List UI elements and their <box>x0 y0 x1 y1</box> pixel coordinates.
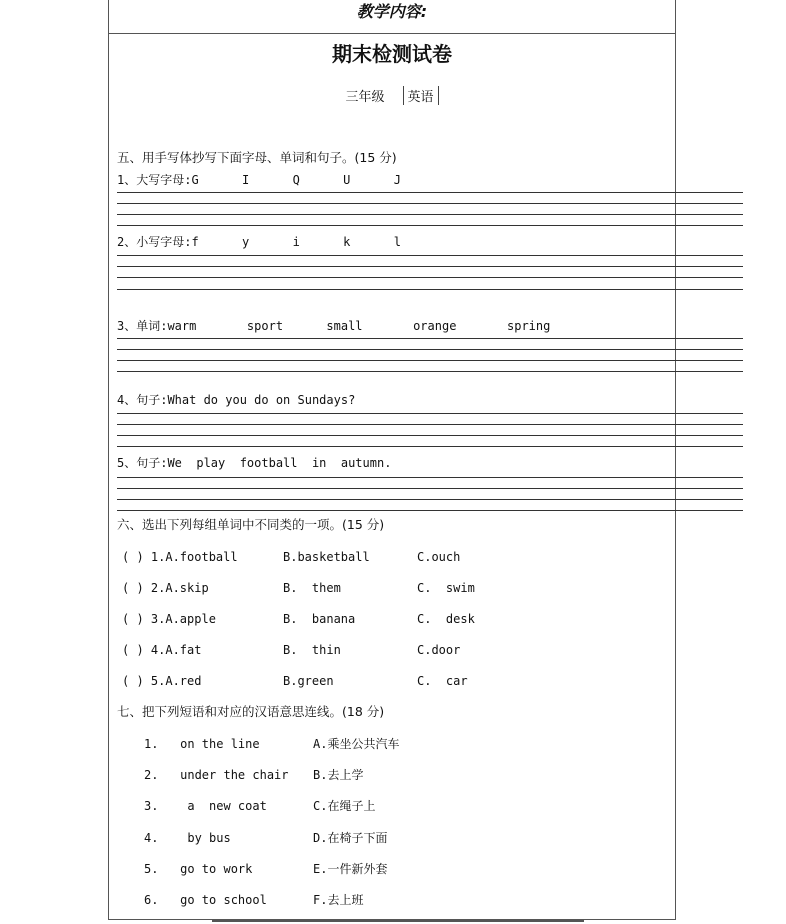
choice-option-c: C.ouch <box>417 550 461 564</box>
writing-line <box>117 510 743 511</box>
choice-option-c: C. car <box>417 674 468 688</box>
choice-question-number: ( ) 1.A.football <box>122 550 238 564</box>
writing-line <box>117 277 743 278</box>
choice-option-b: B.green <box>283 674 334 688</box>
match-meaning: A.乘坐公共汽车 <box>313 737 400 751</box>
choice-option-b: B. them <box>283 581 341 595</box>
match-meaning: C.在绳子上 <box>313 799 376 813</box>
writing-line <box>117 338 743 339</box>
q3-words: 3、单词:warm sport small orange spring <box>117 319 551 333</box>
section7-heading: 七、把下列短语和对应的汉语意思连线。(18 分) <box>117 704 385 719</box>
q2-lowercase-letters: 2、小写字母:f y i k l <box>117 235 401 249</box>
choice-option-c: C.door <box>417 643 461 657</box>
match-phrase: 5. go to work <box>144 862 253 876</box>
match-meaning: D.在椅子下面 <box>313 831 388 845</box>
writing-line <box>117 499 743 500</box>
writing-line <box>117 192 743 193</box>
choice-question-number: ( ) 3.A.apple <box>122 612 216 626</box>
match-phrase: 3. a new coat <box>144 799 267 813</box>
match-meaning: F.去上班 <box>313 893 364 907</box>
writing-line <box>117 360 743 361</box>
choice-option-c: C. desk <box>417 612 475 626</box>
choice-option-c: C. swim <box>417 581 475 595</box>
choice-option-b: B. banana <box>283 612 356 626</box>
writing-line <box>117 446 743 447</box>
q4-sentence: 4、句子:What do you do on Sundays? <box>117 393 356 407</box>
writing-line <box>117 289 743 290</box>
writing-line <box>117 413 743 414</box>
choice-option-b: B.basketball <box>283 550 370 564</box>
exam-subtitle <box>108 86 676 105</box>
page-bottom-divider <box>212 919 584 922</box>
writing-line <box>117 214 743 215</box>
exam-title: 期末检测试卷 <box>332 42 452 66</box>
q1-uppercase-letters: 1、大写字母:G I Q U J <box>117 173 401 187</box>
writing-line <box>117 435 743 436</box>
section5-heading: 五、用手写体抄写下面字母、单词和句子。(15 分) <box>117 150 397 165</box>
subject-field[interactable]: 英语 <box>403 86 439 105</box>
match-phrase: 6. go to school <box>144 893 267 907</box>
choice-question-number: ( ) 5.A.red <box>122 674 202 688</box>
writing-line <box>117 477 743 478</box>
section6-heading: 六、选出下列每组单词中不同类的一项。(15 分) <box>117 517 385 532</box>
match-phrase: 2. under the chair <box>144 768 289 782</box>
writing-line <box>117 225 743 226</box>
writing-line <box>117 255 743 256</box>
choice-question-number: ( ) 4.A.fat <box>122 643 202 657</box>
writing-line <box>117 203 743 204</box>
writing-line <box>117 424 743 425</box>
match-phrase: 4. by bus <box>144 831 231 845</box>
match-phrase: 1. on the line <box>144 737 260 751</box>
writing-line <box>117 488 743 489</box>
match-meaning: E.一件新外套 <box>313 862 388 876</box>
teaching-content-header <box>108 0 676 34</box>
writing-line <box>117 349 743 350</box>
choice-option-b: B. thin <box>283 643 341 657</box>
writing-line <box>117 371 743 372</box>
writing-line <box>117 266 743 267</box>
grade-label: 三年级 <box>345 90 385 105</box>
teaching-content-label: 教学内容: <box>356 2 428 21</box>
choice-question-number: ( ) 2.A.skip <box>122 581 209 595</box>
match-meaning: B.去上学 <box>313 768 364 782</box>
q5-sentence: 5、句子:We play football in autumn. <box>117 456 392 470</box>
